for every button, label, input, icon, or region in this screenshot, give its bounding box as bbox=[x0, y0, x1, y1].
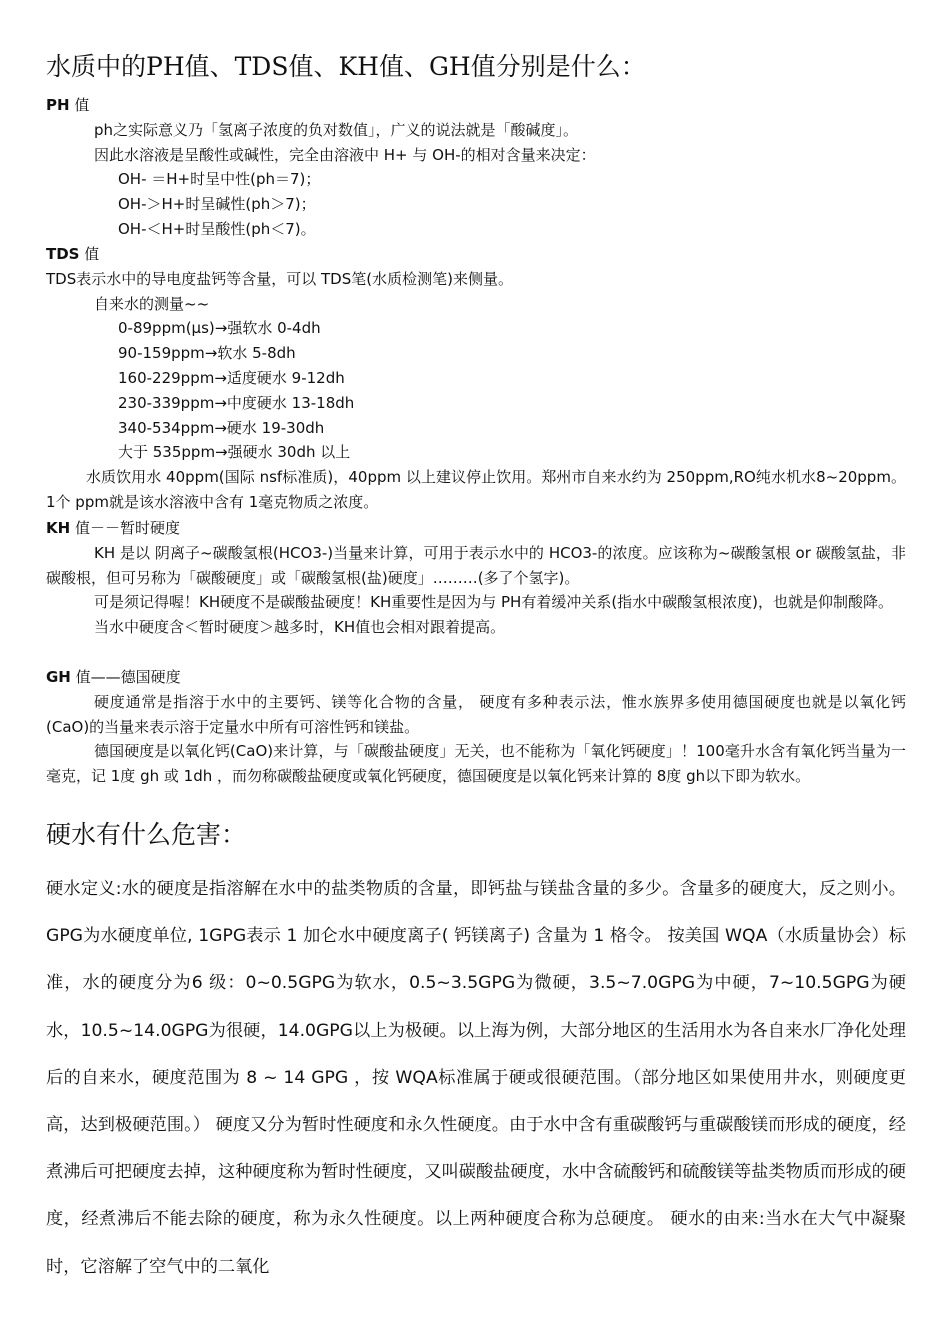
hardwater-paragraph: 硬水定义:水的硬度是指溶解在水中的盐类物质的含量，即钙盐与镁盐含量的多少。含量多的硬度大，反之则小。GPG为水硬度单位, 1GPG表示 1 加仑水中硬度离子( 钙镁离子) 含量为 1 格令。 按美国 WQA（水质量协会）标准，水的硬度分为6 级：0~0.5GPG为软水，0.5~3.5GPG为微硬，3.5~7.0GPG为中硬，7~10.5GPG为硬水，10.5~14.0GPG为很硬，14.0GPG以上为极硬。以上海为例，大部分地区的生活用水为各自来水厂净化处理后的自来水，硬度范围为 8 ~ 14 GPG ，按 WQA标准属于硬或很硬范围。（部分地区如果使用井水，则硬度更高，达到极硬范围。） 硬度又分为暂时性硬度和永久性硬度。由于水中含有重碳酸钙与重碳酸镁而形成的硬度，经煮沸后可把硬度去掉，这种硬度称为暂时性硬度，又叫碳酸盐硬度，水中含硫酸钙和硫酸镁等盐类物质而形成的硬度，经煮沸后不能去除的硬度，称为永久性硬度。以上两种硬度合称为总硬度。 硬水的由来:当水在大气中凝聚时，它溶解了空气中的二氧化 bbox=[46, 879, 906, 1277]
kh-heading: KH 值－－暂时硬度 bbox=[46, 519, 180, 537]
gh-paragraph: 硬度通常是指溶于水中的主要钙、镁等化合物的含量， 硬度有多种表示法，惟水族界多使用德国硬度也就是以氧化钙(CaO)的当量来表示溶于定量水中所有可溶性钙和镁盐。 bbox=[46, 692, 906, 736]
tds-range: 160-229ppm→适度硬水 9-12dh bbox=[118, 368, 345, 387]
ph-line: OH-＜H+时呈酸性(ph＜7)。 bbox=[118, 219, 316, 238]
tds-range: 大于 535ppm→强硬水 30dh 以上 bbox=[118, 443, 351, 462]
ph-line: OH- ＝H+时呈中性(ph＝7)； bbox=[118, 170, 321, 189]
tds-heading: TDS 值 bbox=[46, 245, 100, 263]
section-title: 硬水有什么危害： bbox=[46, 820, 247, 849]
kh-section bbox=[46, 516, 906, 640]
kh-paragraph: KH 是以 阴离子~碳酸氢根(HCO3-)当量来计算，可用于表示水中的 HCO3-的浓度。应该称为~碳酸氢根 or 碳酸氢盐，非碳酸根，但可另称为「碳酸硬度」或「碳酸氢根(盐)硬度」………(多了个氢字)。 bbox=[46, 543, 906, 587]
tds-note: 水质饮用水 40ppm(国际 nsf标准质)，40ppm 以上建议停止饮用。郑州市自来水约为 250ppm,RO纯水机水8~20ppm。1个 ppm就是该水溶液中含有 1毫克物质之浓度。 bbox=[46, 468, 906, 511]
tds-sub: 自来水的测量~~ bbox=[94, 294, 210, 313]
tds-range: 340-534ppm→硬水 19-30dh bbox=[118, 418, 325, 437]
gh-paragraph: 德国硬度是以氧化钙(CaO)来计算，与「碳酸盐硬度」无关，也不能称为「氧化钙硬度」！100毫升水含有氧化钙当量为一毫克，记 1度 gh 或 1dh ，而勿称碳酸盐硬度或氧化钙硬度，德国硬度是以氧化钙来计算的 8度 gh以下即为软水。 bbox=[46, 742, 906, 786]
tds-range: 90-159ppm→软水 5-8dh bbox=[118, 344, 296, 363]
kh-paragraph: 可是须记得喔！KH硬度不是碳酸盐硬度！KH重要性是因为与 PH有着缓冲关系(指水中碳酸氢根浓度)，也就是仰制酸降。 bbox=[94, 593, 894, 612]
gh-section bbox=[46, 665, 906, 789]
ph-heading: PH 值 bbox=[46, 96, 90, 114]
ph-line: OH-＞H+时呈碱性(ph＞7)； bbox=[118, 195, 316, 214]
gh-heading: GH 值——德国硬度 bbox=[46, 668, 181, 686]
tds-range: 230-339ppm→中度硬水 13-18dh bbox=[118, 393, 355, 412]
ph-line: 因此水溶液是呈酸性或碱性，完全由溶液中 H+ 与 OH-的相对含量来决定： bbox=[94, 145, 596, 164]
tds-range: 0-89ppm(μs)→强软水 0-4dh bbox=[118, 319, 321, 338]
document-title: 水质中的PH值、TDS值、KH值、GH值分别是什么： bbox=[46, 52, 646, 81]
ph-line: ph之实际意义乃「氢离子浓度的负对数值」，广义的说法就是「酸碱度」。 bbox=[94, 120, 579, 139]
ph-section bbox=[46, 93, 906, 242]
kh-paragraph: 当水中硬度含＜暂时硬度＞越多时，KH值也会相对跟着提高。 bbox=[94, 618, 506, 637]
tds-section bbox=[46, 242, 906, 515]
tds-intro: TDS表示水中的导电度盐钙等含量，可以 TDS笔(水质检测笔)来侧量。 bbox=[46, 269, 513, 288]
